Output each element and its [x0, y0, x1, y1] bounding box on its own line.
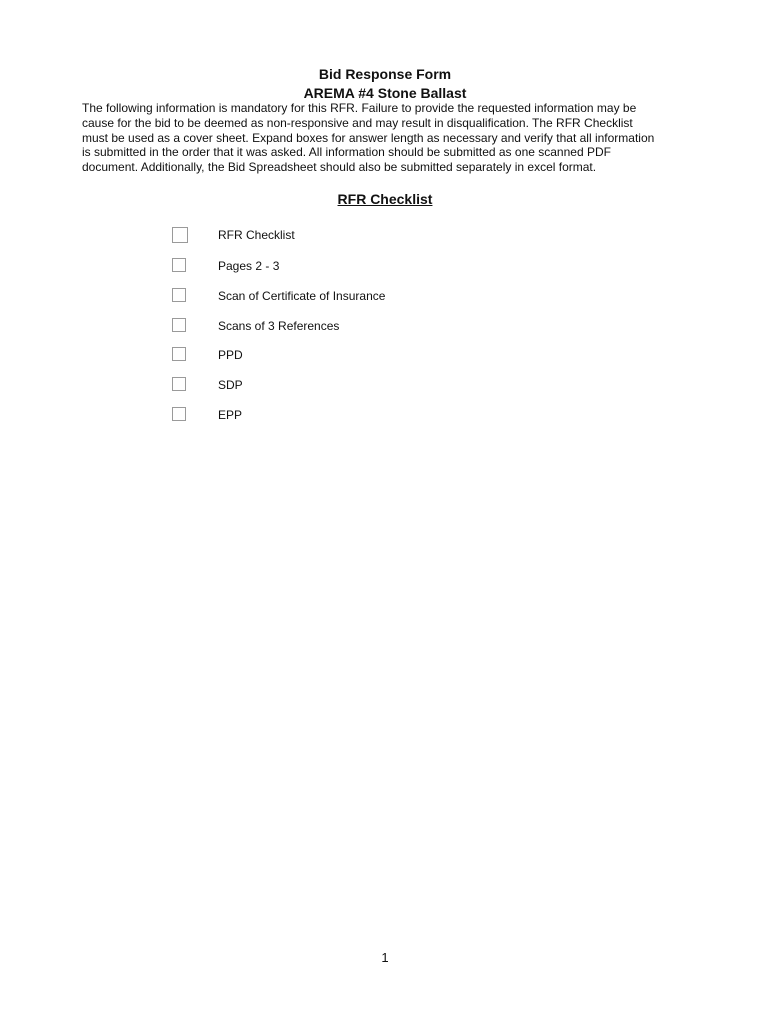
checklist-item-label: PPD [218, 348, 243, 362]
checklist-item-label: Scans of 3 References [218, 319, 340, 333]
checkbox-rfr-checklist[interactable] [172, 227, 188, 243]
checkbox-epp[interactable] [172, 407, 186, 421]
checklist-item-pages [172, 258, 472, 276]
instructions-line: cause for the bid to be deemed as non-responsive and may result in disqualification. The RFR Checklist [82, 115, 633, 130]
instructions-paragraph [82, 101, 692, 175]
checkbox-references[interactable] [172, 318, 186, 332]
page-number: 1 [381, 950, 389, 965]
checkbox-ppd[interactable] [172, 347, 186, 361]
instructions-line: The following information is mandatory for this RFR. Failure to provide the requested information may be [82, 101, 637, 115]
checklist-item-label: SDP [218, 378, 243, 392]
checkbox-pages[interactable] [172, 258, 186, 272]
checklist-item-sdp [172, 377, 472, 395]
checkbox-sdp[interactable] [172, 377, 186, 391]
checklist-item-rfr-checklist [172, 227, 472, 245]
checklist-heading: RFR Checklist [337, 191, 433, 207]
checklist-item-label: Pages 2 - 3 [218, 259, 280, 273]
checklist-item-ppd [172, 347, 472, 365]
form-title: Bid Response Form [318, 66, 452, 82]
checklist-item-label: Scan of Certificate of Insurance [218, 289, 386, 303]
checklist-item-label: EPP [218, 408, 243, 422]
instructions-line: document. Additionally, the Bid Spreadsheet should also be submitted separately in excel format. [82, 160, 597, 175]
checklist-item-references [172, 318, 472, 336]
instructions-line: is submitted in the order that it was asked. All information should be submitted as one scanned PDF [82, 145, 611, 160]
instructions-line: must be used as a cover sheet. Expand boxes for answer length as necessary and verify that all information [82, 130, 655, 145]
checklist-item-epp [172, 407, 472, 425]
form-subtitle: AREMA #4 Stone Ballast [303, 85, 467, 101]
checklist-item-label: RFR Checklist [218, 228, 295, 242]
checkbox-certificate[interactable] [172, 288, 186, 302]
checklist-item-certificate [172, 288, 472, 306]
